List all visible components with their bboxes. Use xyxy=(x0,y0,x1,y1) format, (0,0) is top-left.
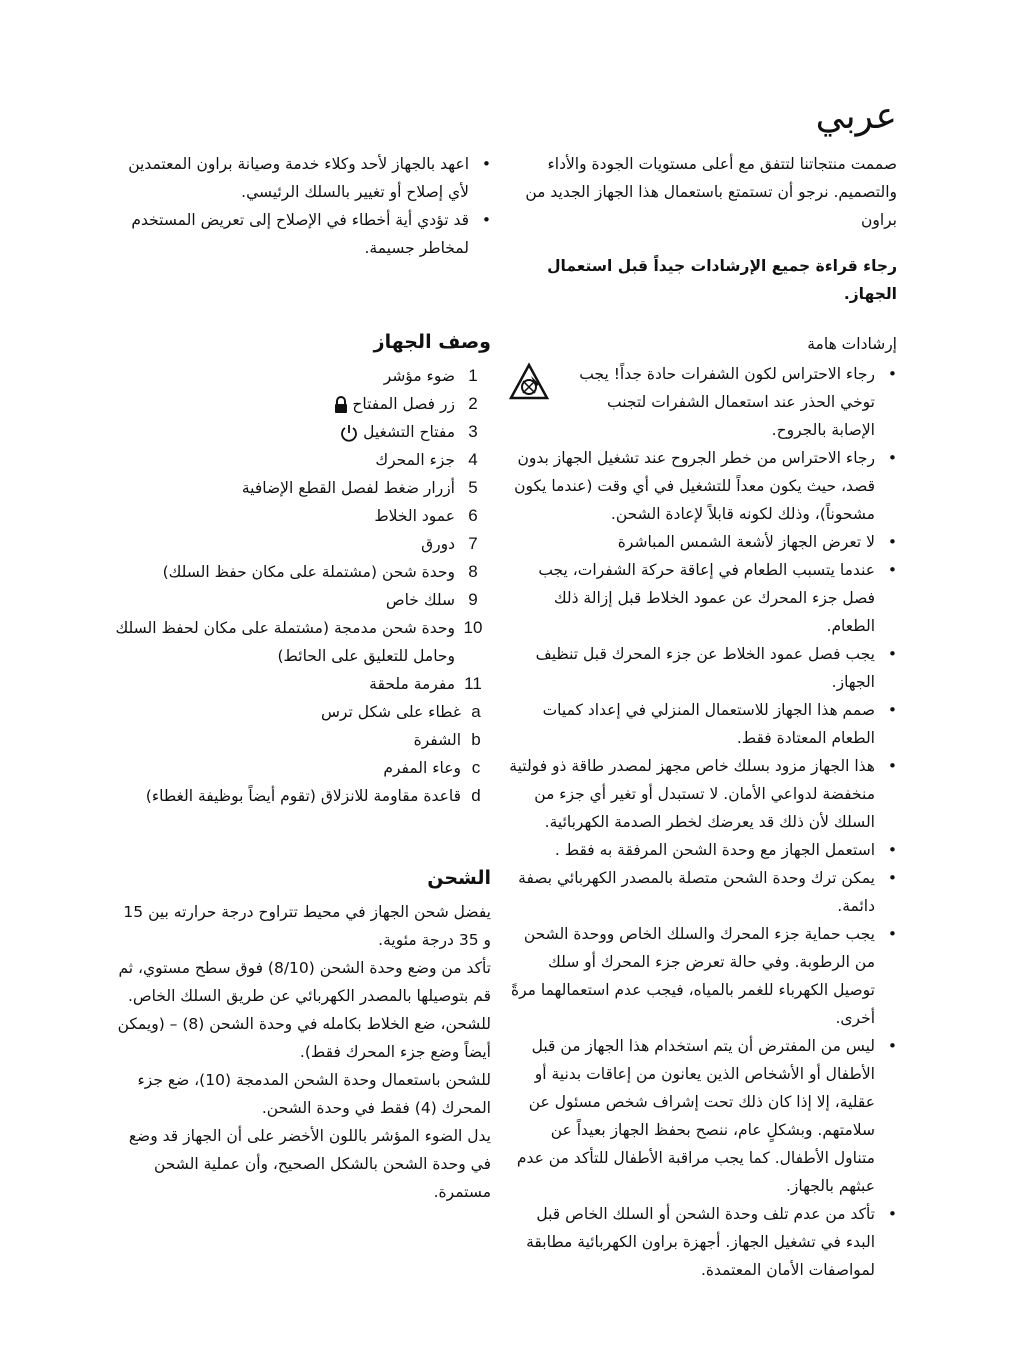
power-icon xyxy=(339,423,359,443)
part-number: 3 xyxy=(468,422,478,441)
list-item: • اعهد بالجهاز لأحد وكلاء خدمة وصيانة براون المعتمدين لأي إصلاح أو تغيير بالسلك الرئيسي. xyxy=(113,150,491,206)
part-number: 8 xyxy=(468,562,478,581)
list-item xyxy=(113,418,491,446)
part-label: مفرمة ملحقة xyxy=(369,675,455,693)
list-item xyxy=(113,614,491,670)
part-label: سلك خاص xyxy=(385,591,455,609)
list-item: • تأكد من عدم تلف وحدة الشحن أو السلك الخاص قبل البدء في تشغيل الجهاز. أجهزة براون الكهربائية مطابقة لمواصفات الأمان المعتمدة. xyxy=(509,1200,897,1284)
parts-list xyxy=(113,362,491,698)
list-item: • رجاء الاحتراس من خطر الجروح عند تشغيل الجهاز بدون قصد، حيث يكون معداً للتشغيل في أي وقت (عندما يكون مشحوناً)، وذلك لكونه قابلاً لإعادة الشحن. xyxy=(509,444,897,528)
charging-section xyxy=(113,864,491,1206)
list-item: • ليس من المفترض أن يتم استخدام هذا الجهاز من قبل الأطفال أو الأشخاص الذين يعانون من إعاقات بدنية أو عقلية، إلا إذا كان ذلك تحت إشراف شخص مسئول عن سلامتهم. وبشكلٍ عام، ننصح بحفظ الجهاز بعيداً عن متناول الأطفال. كما يجب مراقبة الأطفال للتأكد من عدم عبثهم بالجهاز. xyxy=(509,1032,897,1200)
subpart-letter: d xyxy=(471,786,481,805)
part-label: ضوء مؤشر xyxy=(383,367,455,385)
blade-warning-icon xyxy=(509,362,549,402)
intro-paragraph: صممت منتجاتنا لتتفق مع أعلى مستويات الجودة والأداء والتصميم. نرجو أن تستمتع باستعمال هذا الجهاز الجديد من براون xyxy=(525,155,897,229)
list-item: • قد تؤدي أية أخطاء في الإصلاح إلى تعريض المستخدم لمخاطر جسيمة. xyxy=(113,206,491,262)
list-item xyxy=(113,390,491,418)
subpart-label: غطاء على شكل ترس xyxy=(321,703,461,721)
lock-icon xyxy=(334,396,348,414)
list-item: • استعمل الجهاز مع وحدة الشحن المرفقة به فقط . xyxy=(509,836,897,864)
subpart-letter: c xyxy=(471,758,481,777)
page-title: عربي xyxy=(815,96,897,137)
part-label: عمود الخلاط xyxy=(374,507,455,525)
continued-warnings-list xyxy=(113,150,491,262)
list-item: • يمكن ترك وحدة الشحن متصلة بالمصدر الكهربائي بصفة دائمة. xyxy=(509,864,897,920)
part-number: 11 xyxy=(464,674,482,693)
part-number: 7 xyxy=(468,534,478,553)
part-number: 2 xyxy=(468,394,478,413)
list-item xyxy=(113,754,491,782)
left-column xyxy=(113,150,491,1206)
list-item: • صمم هذا الجهاز للاستعمال المنزلي في إعداد كميات الطعام المعتادة فقط. xyxy=(509,696,897,752)
description-section xyxy=(113,328,491,810)
warnings-list xyxy=(509,360,897,1284)
list-item xyxy=(113,782,491,810)
subpart-letter: b xyxy=(471,730,481,749)
list-item: • يجب حماية جزء المحرك والسلك الخاص ووحدة الشحن من الرطوبة. وفي حالة تعرض جزء المحرك أو سلك توصيل الكهرباء للغمر بالمياه، فيجب عدم استعمالهما مرةً أخرى. xyxy=(509,920,897,1032)
list-item xyxy=(113,474,491,502)
list-item: • عندما يتسبب الطعام في إعاقة حركة الشفرات، يجب فصل جزء المحرك عن عمود الخلاط قبل إزالة ذلك الطعام. xyxy=(509,556,897,640)
charging-paragraph: تأكد من وضع وحدة الشحن (8/10) فوق سطح مستوي، ثم قم بتوصيلها بالمصدر الكهربائي عن طريق السلك الخاص. xyxy=(118,959,491,1005)
list-item: • هذا الجهاز مزود بسلك خاص مجهز لمصدر طاقة ذو فولتية منخفضة لدواعي الأمان. لا تستبدل أو تغير أي جزء من السلك لأن ذلك قد يعرضك لخطر الصدمة الكهربائية. xyxy=(509,752,897,836)
warning-text: • رجاء الاحتراس لكون الشفرات حادة جداً! يجب توخي الحذر عند استعمال الشفرات لتجنب الإصابة بالجروح. xyxy=(579,365,875,439)
list-item xyxy=(113,586,491,614)
part-number: 5 xyxy=(468,478,478,497)
description-heading: وصف الجهاز xyxy=(373,331,491,353)
charging-paragraph: للشحن باستعمال وحدة الشحن المدمجة (10)، ضع جزء المحرك (4) فقط في وحدة الشحن. xyxy=(137,1071,491,1117)
part-number: 1 xyxy=(468,366,478,385)
part-label: أزرار ضغط لفصل القطع الإضافية xyxy=(241,479,455,497)
list-item xyxy=(113,698,491,726)
part-label: وحدة شحن (مشتملة على مكان حفظ السلك) xyxy=(162,563,455,581)
list-item xyxy=(113,670,491,698)
charging-heading: الشحن xyxy=(427,867,491,889)
important-heading: إرشادات هامة xyxy=(807,335,897,353)
right-column xyxy=(509,150,897,1284)
part-number: 9 xyxy=(468,590,478,609)
charging-paragraph: يفضل شحن الجهاز في محيط تتراوح درجة حرارته بين 15 و 35 درجة مئوية. xyxy=(123,903,491,949)
list-item xyxy=(113,558,491,586)
part-label: مفتاح التشغيل xyxy=(363,423,455,441)
chopper-subparts-list xyxy=(113,698,491,810)
part-label: وحدة شحن مدمجة (مشتملة على مكان لحفظ السلك وحامل للتعليق على الحائط) xyxy=(115,619,455,665)
list-item: • يجب فصل عمود الخلاط عن جزء المحرك قبل تنظيف الجهاز. xyxy=(509,640,897,696)
list-item: • لا تعرض الجهاز لأشعة الشمس المباشرة xyxy=(509,528,897,556)
list-item xyxy=(113,726,491,754)
list-item xyxy=(113,362,491,390)
part-label: زر فصل المفتاح xyxy=(352,395,455,413)
subpart-label: الشفرة xyxy=(413,731,461,749)
charging-paragraph: للشحن، ضع الخلاط بكامله في وحدة الشحن (8) – (ويمكن أيضاً وضع جزء المحرك فقط). xyxy=(117,1015,491,1061)
list-item xyxy=(113,502,491,530)
list-item xyxy=(509,360,897,444)
subpart-label: وعاء المفرم xyxy=(383,759,461,777)
part-number: 10 xyxy=(463,618,483,637)
part-label: جزء المحرك xyxy=(375,451,455,469)
charging-paragraph: يدل الضوء المؤشر باللون الأخضر على أن الجهاز قد وضع في وحدة الشحن بالشكل الصحيح، وأن عملية الشحن مستمرة. xyxy=(128,1127,491,1201)
part-number: 4 xyxy=(468,450,478,469)
read-notice: رجاء قراءة جميع الإرشادات جيداً قبل استعمال الجهاز. xyxy=(547,257,897,303)
subpart-label: قاعدة مقاومة للانزلاق (تقوم أيضاً بوظيفة الغطاء) xyxy=(145,787,461,805)
subpart-letter: a xyxy=(471,702,481,721)
part-label: دورق xyxy=(421,535,455,553)
part-number: 6 xyxy=(468,506,478,525)
list-item xyxy=(113,446,491,474)
list-item xyxy=(113,530,491,558)
